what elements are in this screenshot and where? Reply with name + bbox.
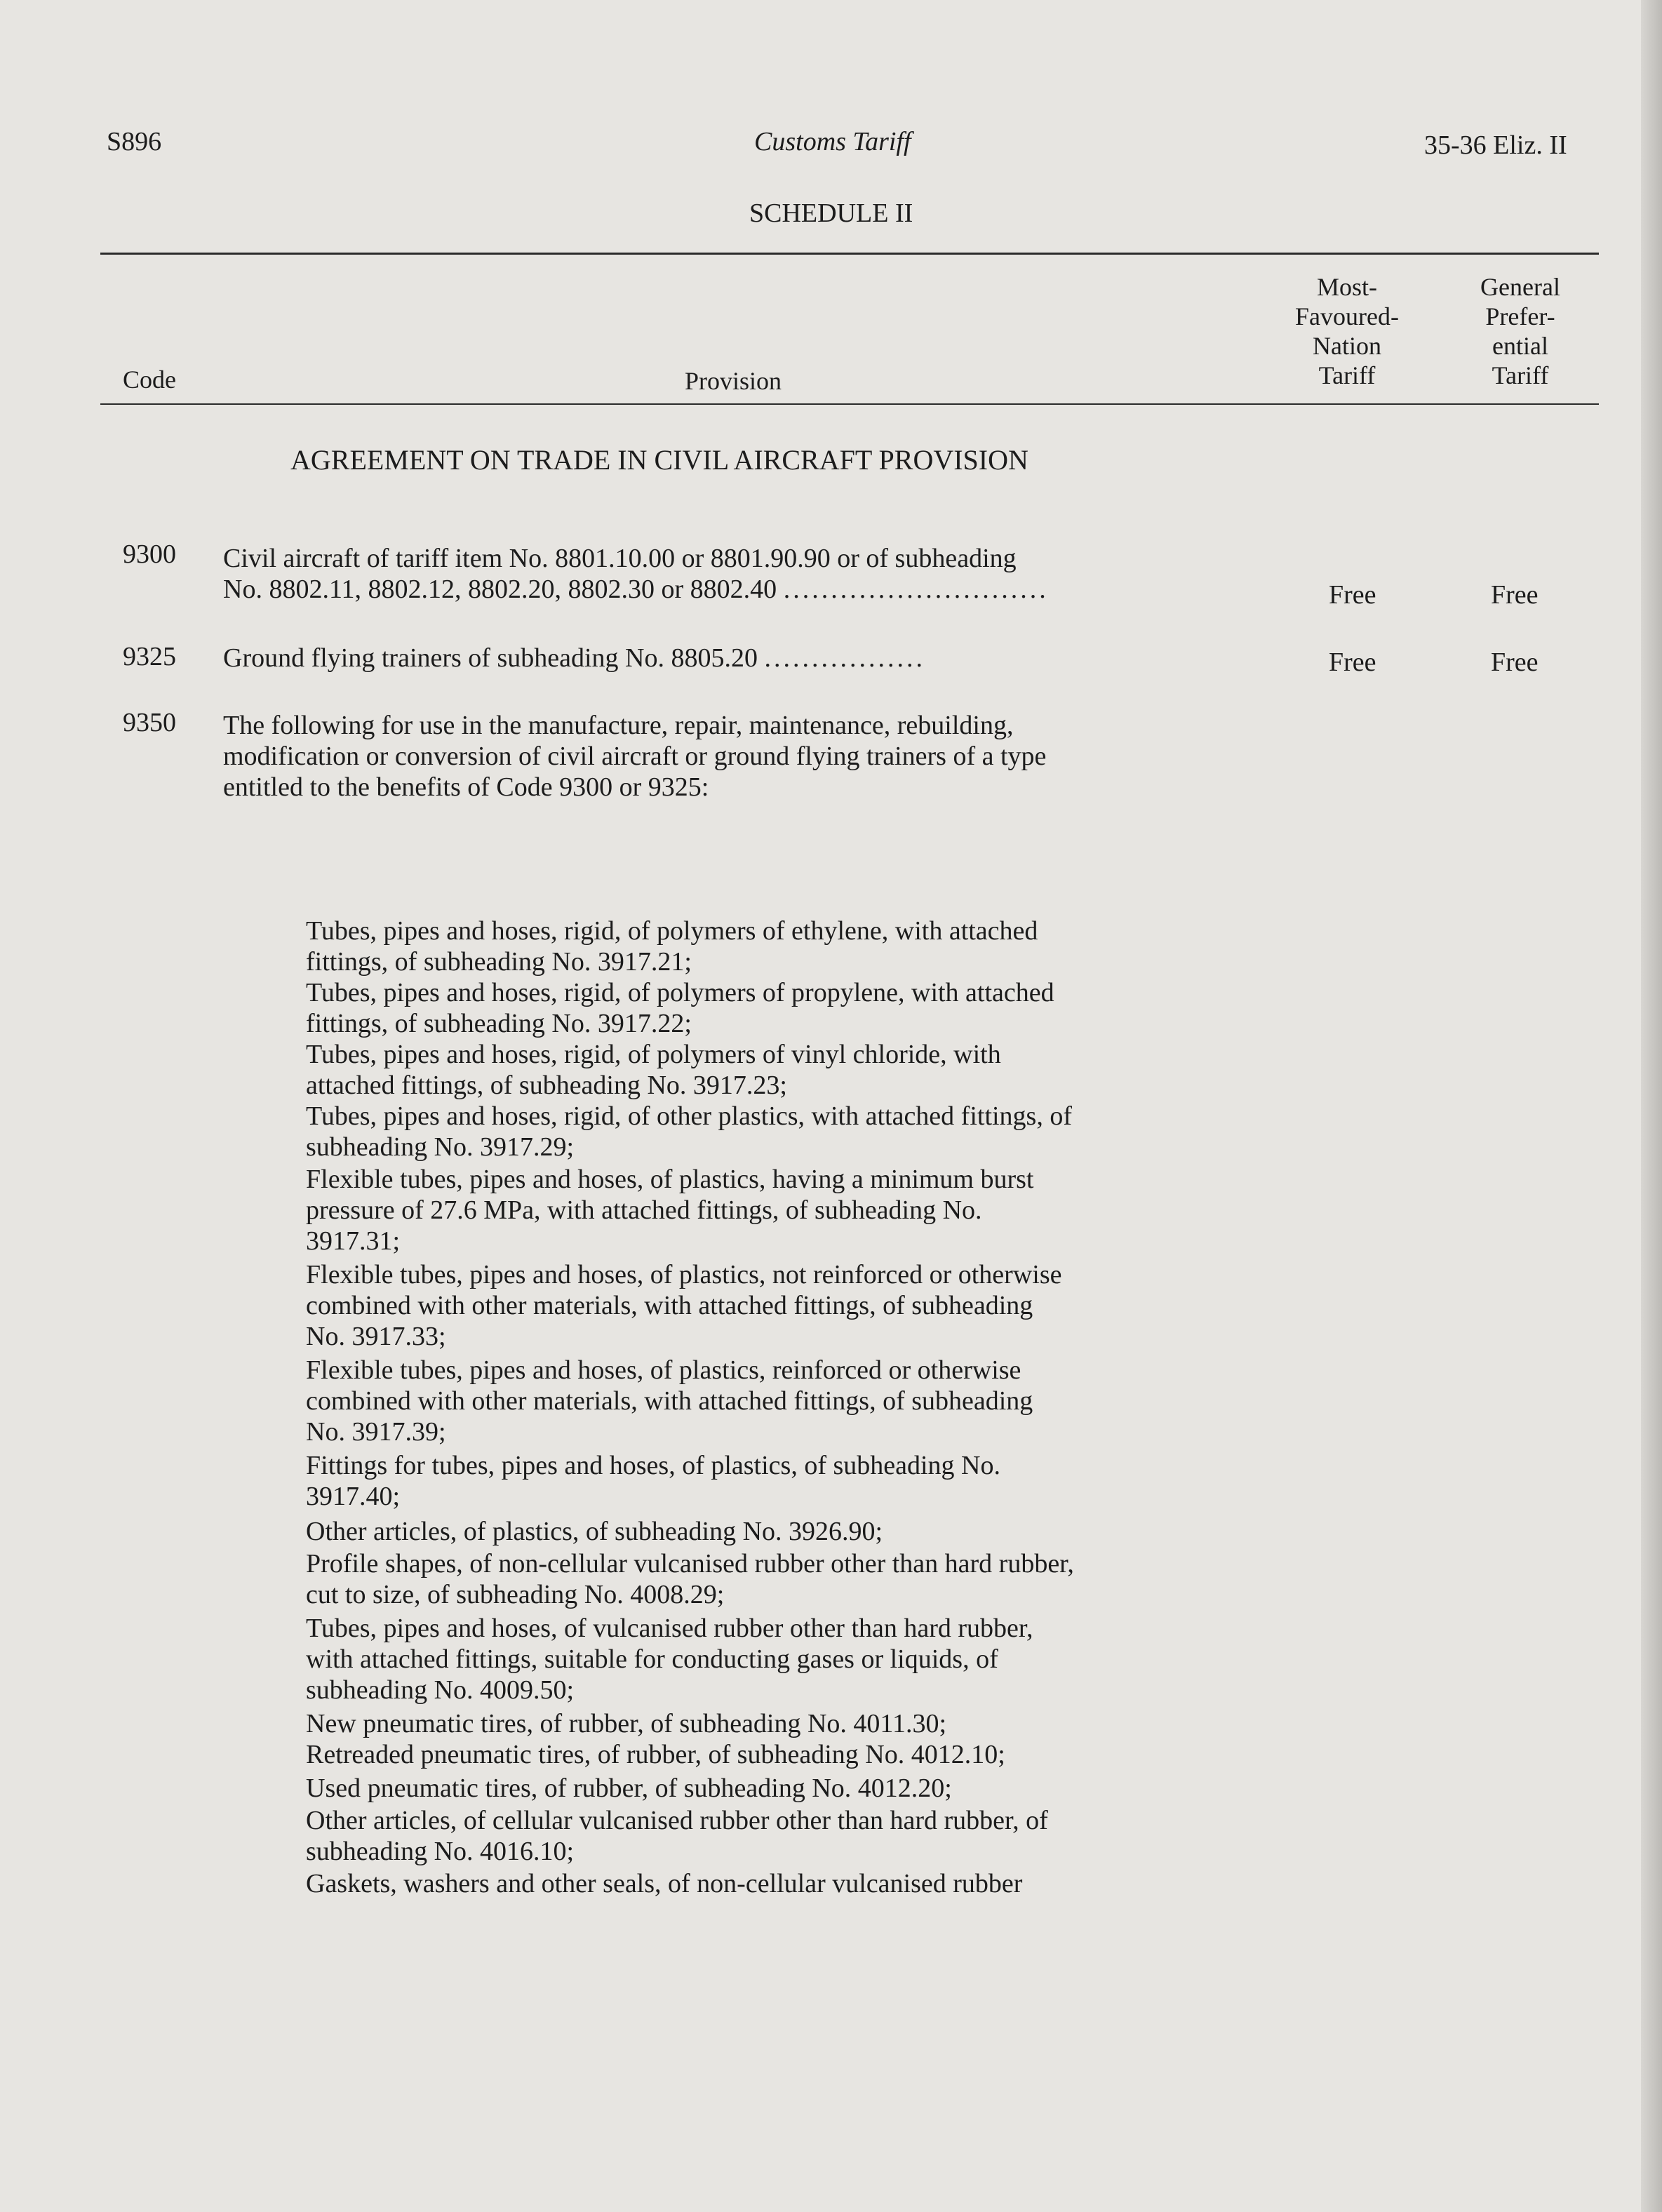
goods-line: subheading No. 4009.50; <box>306 1675 575 1705</box>
goods-line: Used pneumatic tires, of rubber, of subheading No. 4012.20; <box>306 1774 952 1803</box>
tariff-code: 9300 <box>123 539 176 569</box>
goods-line: subheading No. 4016.10; <box>306 1837 575 1866</box>
table-top-rule <box>100 253 1599 255</box>
provision-text-line: No. 8802.11, 8802.12, 8802.20, 8802.30 or 8802.40 <box>223 575 777 604</box>
section-title: AGREEMENT ON TRADE IN CIVIL AIRCRAFT PROVISION <box>290 444 1028 476</box>
mfn-heading-line: Nation <box>1313 332 1381 360</box>
provision-text: Civil aircraft of tariff item No. 8801.10.00 or 8801.90.90 or of subheading <box>223 544 1017 573</box>
provision-text-line: Ground flying trainers of subheading No. 8805.20 <box>223 643 758 673</box>
leader-dots: ............................ <box>783 575 1049 604</box>
goods-line: 3917.31; <box>306 1226 401 1256</box>
regnal-year: 35-36 Eliz. II <box>1424 130 1567 160</box>
mfn-heading-line: Tariff <box>1318 361 1376 389</box>
gpt-heading-line: Tariff <box>1492 361 1549 389</box>
tariff-code: 9325 <box>123 642 176 671</box>
goods-line: pressure of 27.6 MPa, with attached fittings, of subheading No. <box>306 1195 982 1225</box>
gpt-rate: Free <box>1491 648 1539 677</box>
schedule-title: SCHEDULE II <box>749 199 913 228</box>
mfn-rate: Free <box>1329 648 1376 677</box>
goods-line: 3917.40; <box>306 1482 401 1511</box>
goods-line: Tubes, pipes and hoses, rigid, of other plastics, with attached fittings, of <box>306 1101 1072 1131</box>
table-header-rule <box>100 403 1599 405</box>
goods-line: attached fittings, of subheading No. 3917.23; <box>306 1071 787 1100</box>
goods-line: cut to size, of subheading No. 4008.29; <box>306 1580 725 1609</box>
goods-line: Other articles, of plastics, of subheading No. 3926.90; <box>306 1517 883 1546</box>
goods-line: Tubes, pipes and hoses, of vulcanised rubber other than hard rubber, <box>306 1614 1033 1643</box>
column-code-heading: Code <box>123 366 176 394</box>
column-gpt-heading <box>1454 272 1587 390</box>
goods-line: Fittings for tubes, pipes and hoses, of plastics, of subheading No. <box>306 1451 1001 1480</box>
goods-line: New pneumatic tires, of rubber, of subheading No. 4011.30; <box>306 1709 947 1738</box>
column-provision-heading: Provision <box>685 367 782 395</box>
mfn-heading-line: Most- <box>1316 273 1377 301</box>
goods-line: Tubes, pipes and hoses, rigid, of polymers of ethylene, with attached <box>306 916 1038 946</box>
gpt-heading-line: General <box>1480 273 1560 301</box>
mfn-rate: Free <box>1329 580 1376 610</box>
goods-line: Flexible tubes, pipes and hoses, of plastics, reinforced or otherwise <box>306 1355 1021 1385</box>
goods-line: subheading No. 3917.29; <box>306 1132 575 1162</box>
goods-line: Profile shapes, of non-cellular vulcanised rubber other than hard rubber, <box>306 1549 1074 1578</box>
goods-line: Gaskets, washers and other seals, of non-cellular vulcanised rubber <box>306 1869 1023 1898</box>
tariff-code: 9350 <box>123 708 176 737</box>
goods-line: combined with other materials, with attached fittings, of subheading <box>306 1386 1033 1416</box>
provision-text <box>223 572 1049 606</box>
gpt-rate: Free <box>1491 580 1539 610</box>
provision-text: modification or conversion of civil aircraft or ground flying trainers of a type <box>223 742 1047 771</box>
goods-line: Retreaded pneumatic tires, of rubber, of subheading No. 4012.10; <box>306 1740 1005 1769</box>
goods-line: with attached fittings, suitable for conducting gases or liquids, of <box>306 1644 998 1674</box>
goods-line: Flexible tubes, pipes and hoses, of plastics, having a minimum burst <box>306 1165 1034 1194</box>
goods-line: fittings, of subheading No. 3917.22; <box>306 1009 692 1038</box>
provision-text: The following for use in the manufacture, repair, maintenance, rebuilding, <box>223 711 1014 740</box>
goods-line: No. 3917.39; <box>306 1417 446 1447</box>
column-mfn-heading <box>1277 272 1417 390</box>
goods-line: Tubes, pipes and hoses, rigid, of polymers of propylene, with attached <box>306 978 1054 1007</box>
page-number: S896 <box>107 127 162 156</box>
gpt-heading-line: ential <box>1492 332 1548 360</box>
running-title: Customs Tariff <box>754 127 911 156</box>
goods-line: Flexible tubes, pipes and hoses, of plastics, not reinforced or otherwise <box>306 1260 1062 1289</box>
page-edge-shadow <box>1641 0 1662 2212</box>
goods-line: Other articles, of cellular vulcanised rubber other than hard rubber, of <box>306 1806 1048 1835</box>
provision-text <box>223 641 925 675</box>
gpt-heading-line: Prefer- <box>1485 302 1555 330</box>
goods-line: fittings, of subheading No. 3917.21; <box>306 947 692 977</box>
goods-line: Tubes, pipes and hoses, rigid, of polymers of vinyl chloride, with <box>306 1040 1001 1069</box>
provision-text: entitled to the benefits of Code 9300 or 9325: <box>223 772 709 802</box>
goods-line: combined with other materials, with attached fittings, of subheading <box>306 1291 1033 1320</box>
leader-dots: ................. <box>764 643 925 673</box>
mfn-heading-line: Favoured- <box>1295 302 1399 330</box>
goods-line: No. 3917.33; <box>306 1322 446 1351</box>
